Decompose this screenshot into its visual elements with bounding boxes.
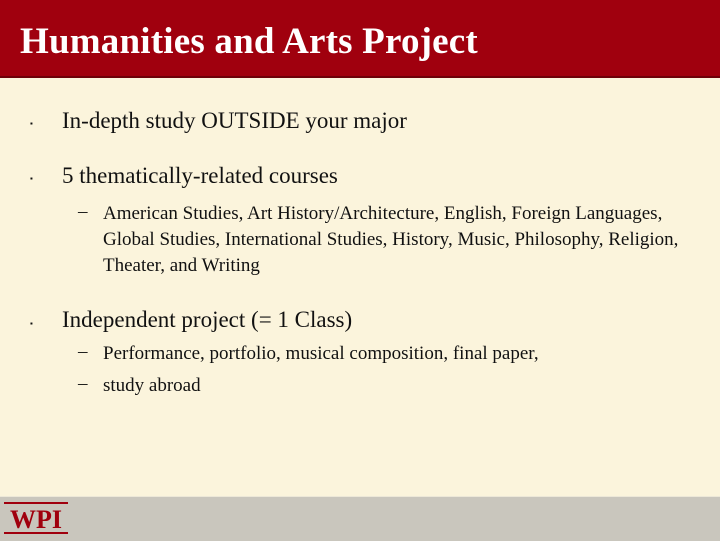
bullet-marker-icon: ▪ <box>30 174 33 183</box>
dash-marker-icon: – <box>78 201 88 222</box>
dash-marker-icon: – <box>78 341 88 362</box>
bullet-marker-icon: ▪ <box>30 319 33 328</box>
sub-bullet-item: American Studies, Art History/Architecture, English, Foreign Languages, Global Studies, International Studies, History, Music, Philosophy, Religion, Theater, and Writing <box>103 203 679 276</box>
wpi-logo-icon <box>2 500 70 536</box>
bullet-item: 5 thematically-related courses <box>62 163 338 188</box>
slide-title: Humanities and Arts Project <box>20 21 478 62</box>
dash-marker-icon: – <box>78 373 88 394</box>
sub-bullet-item: Performance, portfolio, musical composition, final paper, <box>103 343 539 364</box>
logo-text: WPI <box>10 505 62 534</box>
bullet-item: Independent project (= 1 Class) <box>62 307 353 332</box>
sub-bullet-item: study abroad <box>103 375 201 396</box>
bullet-marker-icon: ▪ <box>30 119 33 128</box>
bullet-item: In-depth study OUTSIDE your major <box>62 108 407 133</box>
footer-bar <box>0 496 720 541</box>
